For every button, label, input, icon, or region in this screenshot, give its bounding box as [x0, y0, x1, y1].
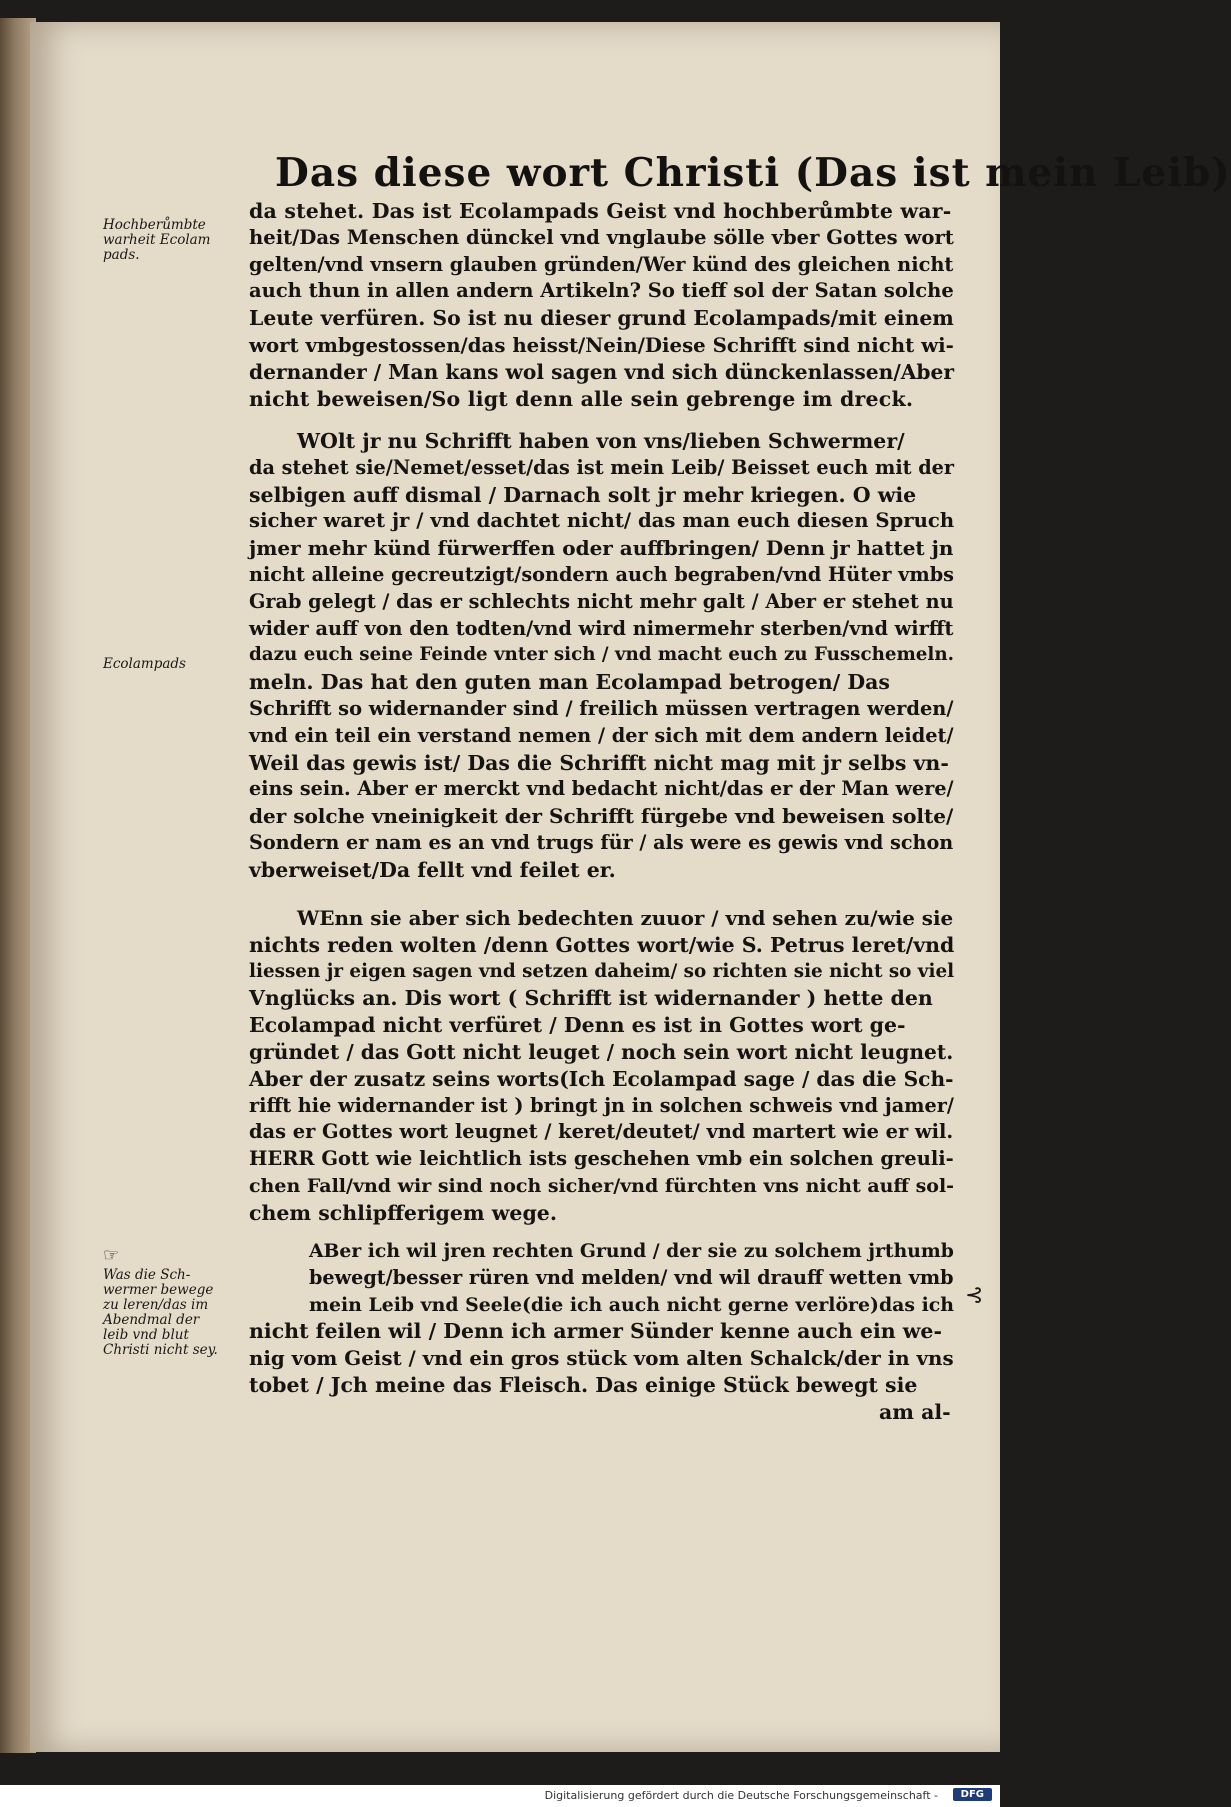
margin-note-line: zu leren/das im [103, 1297, 209, 1313]
text-line: nicht beweisen/So ligt denn alle sein gebrenge im dreck. [249, 386, 914, 411]
margin-note-line: Was die Sch- [103, 1267, 191, 1283]
margin-mark-icon: ⊰ [965, 1283, 984, 1308]
paragraph-3 [249, 905, 954, 1227]
margin-note-line: Hochberůmbte [103, 217, 206, 233]
pointing-hand-icon: ☞ [103, 1245, 120, 1266]
paragraph-2 [249, 428, 954, 884]
text-line: chem schlipfferigem wege. [249, 1200, 557, 1225]
text-line: nig vom Geist / vnd ein gros stück vom alten Schalck/der in vns [249, 1346, 954, 1371]
margin-note-3 [103, 1246, 253, 1358]
text-line: dernander / Man kans wol sagen vnd sich dünckenlassen/Aber [249, 359, 955, 384]
text-line: der solche vneinigkeit der Schrifft fürgebe vnd beweisen solte/ [249, 804, 954, 829]
paragraph-1 [249, 198, 954, 412]
text-line: Sondern er nam es an vnd trugs für / als were es gewis vnd schon [249, 830, 954, 854]
margin-note-1 [103, 218, 253, 263]
text-line: Aber der zusatz seins worts(Ich Ecolampad sage / das die Sch- [249, 1066, 954, 1091]
text-line: tobet / Jch meine das Fleisch. Das einige Stück bewegt sie [249, 1372, 918, 1397]
text-line: gründet / das Gott nicht leuget / noch sein wort nicht leugnet. [249, 1039, 954, 1064]
text-line: sicher waret jr / vnd dachtet nicht/ das man euch diesen Spruch [249, 509, 955, 533]
text-line: Leute verfüren. So ist nu dieser grund Ecolampads/mit einem [249, 306, 954, 331]
text-line: chen Fall/vnd wir sind noch sicher/vnd fürchten vns nicht auff sol- [249, 1174, 955, 1197]
text-line: liessen jr eigen sagen vnd setzen daheim/ so richten sie nicht so viel [249, 960, 955, 982]
text-line: rifft hie widernander ist ) bringt jn in solchen schweis vnd jamer/ [249, 1093, 954, 1117]
text-line: heit/Das Menschen dünckel vnd vnglaube sölle vber Gottes wort [249, 225, 954, 249]
text-line: nichts reden wolten /denn Gottes wort/wie S. Petrus leret/vnd [249, 932, 955, 957]
margin-note-2 [103, 657, 253, 672]
footer-text: Digitalisierung gefördert durch die Deutsche Forschungsgemeinschaft - [544, 1789, 938, 1802]
text-line: vnd ein teil ein verstand nemen / der sich mit dem andern leidet/ [249, 723, 954, 747]
text-line: gelten/vnd vnsern glauben gründen/Wer künd des gleichen nicht [249, 252, 954, 276]
text-line: da stehet sie/Nemet/esset/das ist mein Leib/ Beisset euch mit der [249, 455, 955, 479]
margin-note-line: Ecolampads [103, 656, 186, 672]
dfg-logo: DFG [953, 1788, 992, 1801]
margin-note-line: Abendmal der [103, 1312, 200, 1328]
text-line: dazu euch seine Feinde vnter sich / vnd macht euch zu Fusschemeln. [249, 644, 954, 666]
text-line: ABer ich wil jren rechten Grund / der sie zu solchem jrthumb [309, 1240, 954, 1262]
page-title: Das diese wort Christi (Das ist mein Leib) [275, 150, 1231, 196]
text-line: eins sein. Aber er merckt vnd bedacht nicht/das er der Man were/ [249, 777, 954, 801]
text-line: meln. Das hat den guten man Ecolampad betrogen/ Das [249, 670, 890, 695]
text-line: da stehet. Das ist Ecolampads Geist vnd hochberůmbte war- [249, 199, 952, 223]
text-line: mein Leib vnd Seele(die ich auch nicht gerne verlöre)das ich [309, 1293, 954, 1316]
text-line: Schrifft so widernander sind / freilich müssen vertragen werden/ [249, 696, 954, 720]
margin-note-line: warheit Ecolam [103, 232, 211, 248]
text-line: wort vmbgestossen/das heisst/Nein/Diese Schrifft sind nicht wi- [249, 332, 954, 357]
text-line: wider auff von den todten/vnd wird nimermehr sterben/vnd wirfft [249, 616, 954, 640]
text-line: Weil das gewis ist/ Das die Schrifft nicht mag mit jr selbs vn- [249, 750, 949, 775]
text-line: vberweiset/Da fellt vnd feilet er. [249, 857, 616, 882]
margin-note-line: leib vnd blut [103, 1327, 189, 1343]
text-line: am al- [879, 1399, 951, 1424]
text-line: Vnglücks an. Dis wort ( Schrifft ist widernander ) hette den [249, 986, 933, 1011]
text-line: jmer mehr künd fürwerffen oder auffbringen/ Denn jr hattet jn [249, 536, 954, 561]
text-line: WOlt jr nu Schrifft haben von vns/lieben Schwermer/ [297, 429, 905, 453]
text-line: selbigen auff dismal / Darnach solt jr mehr kriegen. O wie [249, 482, 917, 507]
text-line: nicht feilen wil / Denn ich armer Sünder kenne auch ein we- [249, 1319, 942, 1344]
text-line: bewegt/besser rüren vnd melden/ vnd wil drauff wetten vmb [309, 1265, 954, 1289]
text-line: auch thun in allen andern Artikeln? So tieff sol der Satan solche [249, 279, 954, 303]
text-line: nicht alleine gecreutzigt/sondern auch begraben/vnd Hüter vmbs [249, 562, 954, 586]
margin-note-line: wermer bewege [103, 1282, 214, 1298]
text-line: WEnn sie aber sich bedechten zuuor / vnd sehen zu/wie sie [297, 906, 954, 930]
text-line: Grab gelegt / das er schlechts nicht mehr galt / Aber er stehet nu [249, 589, 954, 613]
digitization-footer [0, 1785, 1000, 1807]
paragraph-4 [249, 1238, 954, 1426]
margin-note-line: pads. [103, 247, 140, 263]
text-line: HERR Gott wie leichtlich ists geschehen vmb ein solchen greuli- [249, 1147, 954, 1171]
margin-note-line: Christi nicht sey. [103, 1342, 218, 1358]
text-line: das er Gottes wort leugnet / keret/deutet/ vnd martert wie er wil. [249, 1120, 954, 1144]
text-line: Ecolampad nicht verfüret / Denn es ist in Gottes wort ge- [249, 1013, 906, 1038]
